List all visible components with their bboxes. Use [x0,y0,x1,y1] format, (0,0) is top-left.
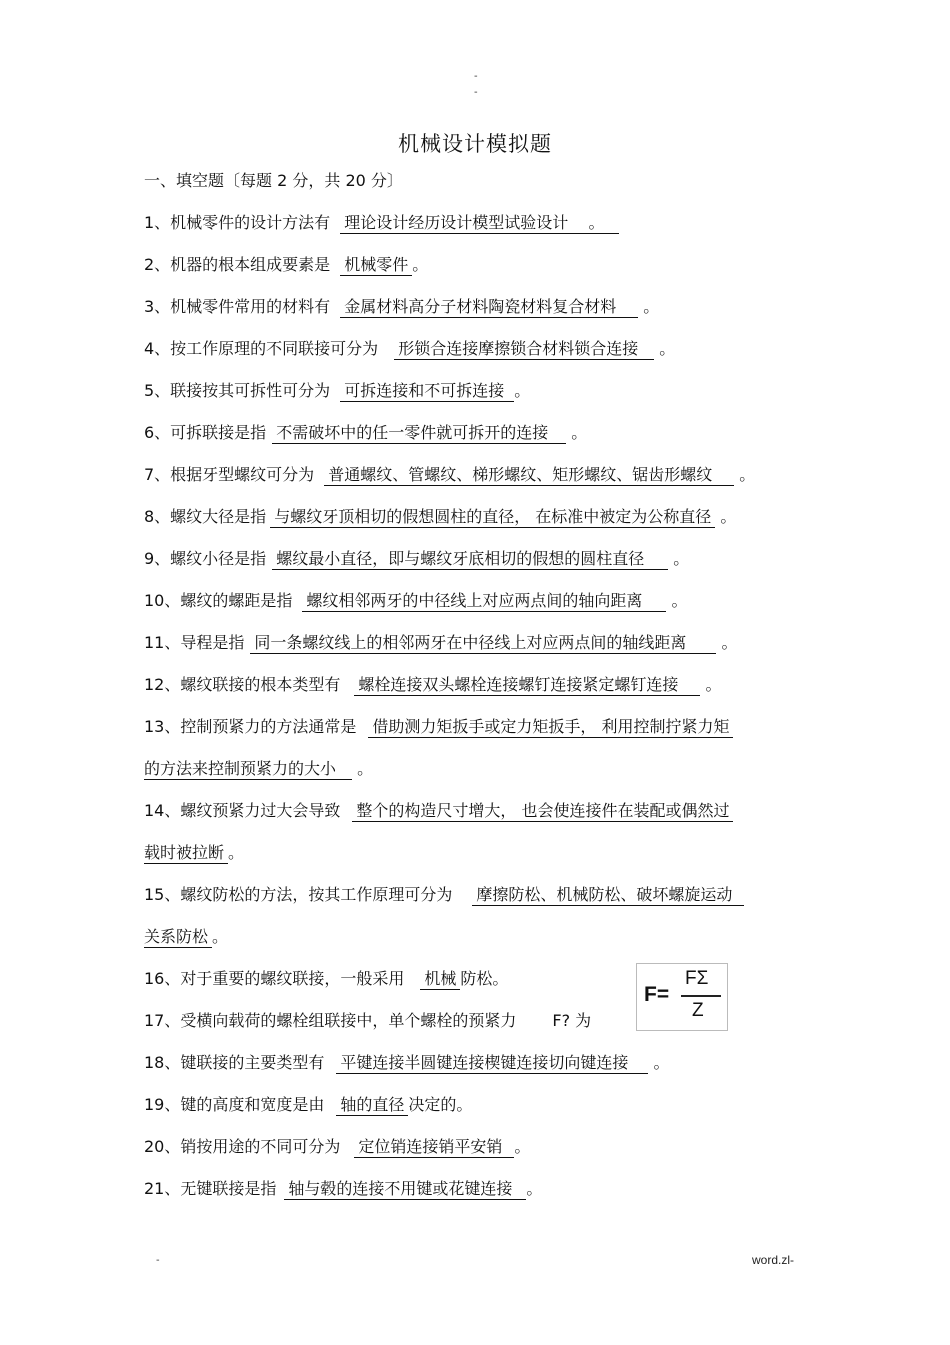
answer-blank: 轴的直径 [336,1095,408,1116]
formula-image [636,963,728,1031]
fraction-bar [681,995,721,997]
question-prompt: 21、无键联接是指 [144,1179,277,1198]
answer-blank: 定位销连接销平安销 [354,1137,514,1158]
answer-blank: 螺纹相邻两牙的中径线上对应两点间的轴向距离 [302,591,666,612]
footer-mark: - [156,1255,160,1266]
question-8 [144,507,736,527]
answer-blank: 螺纹最小直径，即与螺纹牙底相切的假想的圆柱直径 [272,549,668,570]
question-prompt: 7、根据牙型螺纹可分为 [144,465,315,484]
answer-blank: 机械 [420,969,460,990]
question-prompt: 13、控制预紧力的方法通常是 [144,717,357,736]
formula-numerator: FΣ [685,968,709,989]
question-12 [144,675,722,695]
answer-blank: 同一条螺纹线上的相邻两牙在中径线上对应两点间的轴线距离 [250,633,716,654]
answer-blank-continued: 的方法来控制预紧力的大小 [144,759,352,780]
question-prompt: 15、螺纹防松的方法，按其工作原理可分为 [144,885,453,904]
question-6 [144,423,587,443]
answer-blank: 机械零件 [340,255,412,276]
question-suffix: 。 [671,591,688,610]
question-17 [144,1011,591,1031]
question-prompt: 5、联接按其可拆性可分为 [144,381,331,400]
question-prompt: 3、机械零件常用的材料有 [144,297,331,316]
question-16 [144,969,508,989]
question-suffix: 。 [673,549,690,568]
answer-blank: 理论设计经历设计模型试验设计 。 [340,213,619,234]
question-13 [144,717,733,737]
question-18 [144,1053,670,1073]
question-14 [144,801,733,821]
question-suffix: 防松。 [460,969,509,988]
question-suffix: 。 [357,759,374,778]
answer-blank: 形锁合连接摩擦锁合材料锁合连接 [394,339,654,360]
question-suffix: 。 [412,255,429,274]
question-15-continued [144,927,228,947]
answer-blank-continued: 关系防松 [144,927,212,948]
answer-value: F? [552,1011,571,1030]
question-suffix: 为 [575,1011,592,1030]
question-suffix: 。 [721,633,738,652]
answer-blank: 轴与毂的连接不用键或花键连接 [284,1179,526,1200]
answer-blank: 借助测力矩扳手或定力矩扳手， 利用控制拧紧力矩 [368,717,733,738]
question-suffix: 。 [228,843,245,862]
question-prompt: 17、受横向载荷的螺栓组联接中，单个螺栓的预紧力 [144,1011,517,1030]
question-3 [144,297,659,317]
header-mark-bottom: - [474,87,478,98]
question-prompt: 18、键联接的主要类型有 [144,1053,325,1072]
question-suffix: 。 [659,339,676,358]
question-prompt: 4、按工作原理的不同联接可分为 [144,339,379,358]
answer-blank-continued: 载时被拉断 [144,843,228,864]
formula-denominator: Z [692,1000,704,1021]
question-prompt: 9、螺纹小径是指 [144,549,267,568]
answer-blank: 平键连接半圆键连接楔键连接切向键连接 [336,1053,648,1074]
question-suffix: 。 [739,465,756,484]
header-mark-top: - [474,71,478,82]
question-prompt: 6、可拆联接是指 [144,423,267,442]
answer-blank: 不需破坏中的任一零件就可拆开的连接 [272,423,566,444]
question-14-continued [144,843,244,863]
footer-watermark: word.zl- [752,1253,795,1267]
answer-blank: 金属材料高分子材料陶瓷材料复合材料 [340,297,638,318]
question-7 [144,465,755,485]
document-title: 机械设计模拟题 [398,132,552,156]
answer-blank: 普通螺纹、管螺纹、梯形螺纹、矩形螺纹、锯齿形螺纹 [324,465,734,486]
question-20 [144,1137,530,1157]
answer-blank: 螺栓连接双头螺栓连接螺钉连接紧定螺钉连接 [354,675,700,696]
question-suffix: 。 [653,1053,670,1072]
answer-blank: 可拆连接和不可拆连接 [340,381,514,402]
question-suffix: 。 [643,297,660,316]
question-21 [144,1179,542,1199]
question-prompt: 19、键的高度和宽度是由 [144,1095,325,1114]
answer-blank: 整个的构造尺寸增大， 也会使连接件在装配或偶然过 [352,801,733,822]
question-suffix: 。 [514,381,531,400]
question-suffix: 。 [720,507,737,526]
question-19 [144,1095,472,1115]
question-suffix: 。 [514,1137,531,1156]
answer-blank: 与螺纹牙顶相切的假想圆柱的直径， 在标准中被定为公称直径 [270,507,715,528]
question-prompt: 10、螺纹的螺距是指 [144,591,293,610]
question-15 [144,885,744,905]
question-prompt: 8、螺纹大径是指 [144,507,267,526]
question-prompt: 20、销按用途的不同可分为 [144,1137,341,1156]
question-13-continued [144,759,373,779]
question-10 [144,591,688,611]
question-prompt: 2、机器的根本组成要素是 [144,255,331,274]
formula-lhs: F= [644,983,670,1006]
question-11 [144,633,738,653]
question-suffix: 。 [571,423,588,442]
question-prompt: 12、螺纹联接的根本类型有 [144,675,341,694]
question-prompt: 1、机械零件的设计方法有 [144,213,331,232]
question-5 [144,381,530,401]
question-suffix: 。 [526,1179,543,1198]
question-prompt: 14、螺纹预紧力过大会导致 [144,801,341,820]
question-suffix: 。 [705,675,722,694]
question-prompt: 16、对于重要的螺纹联接，一般采用 [144,969,405,988]
question-prompt: 11、导程是指 [144,633,245,652]
question-suffix: 。 [212,927,229,946]
question-2 [144,255,428,275]
answer-blank: 摩擦防松、机械防松、破坏螺旋运动 [472,885,744,906]
section-heading: 一、填空题〔每题 2 分，共 20 分〕 [144,171,403,190]
question-4 [144,339,675,359]
question-suffix: 决定的。 [408,1095,473,1114]
question-9 [144,549,689,569]
question-1 [144,213,619,233]
